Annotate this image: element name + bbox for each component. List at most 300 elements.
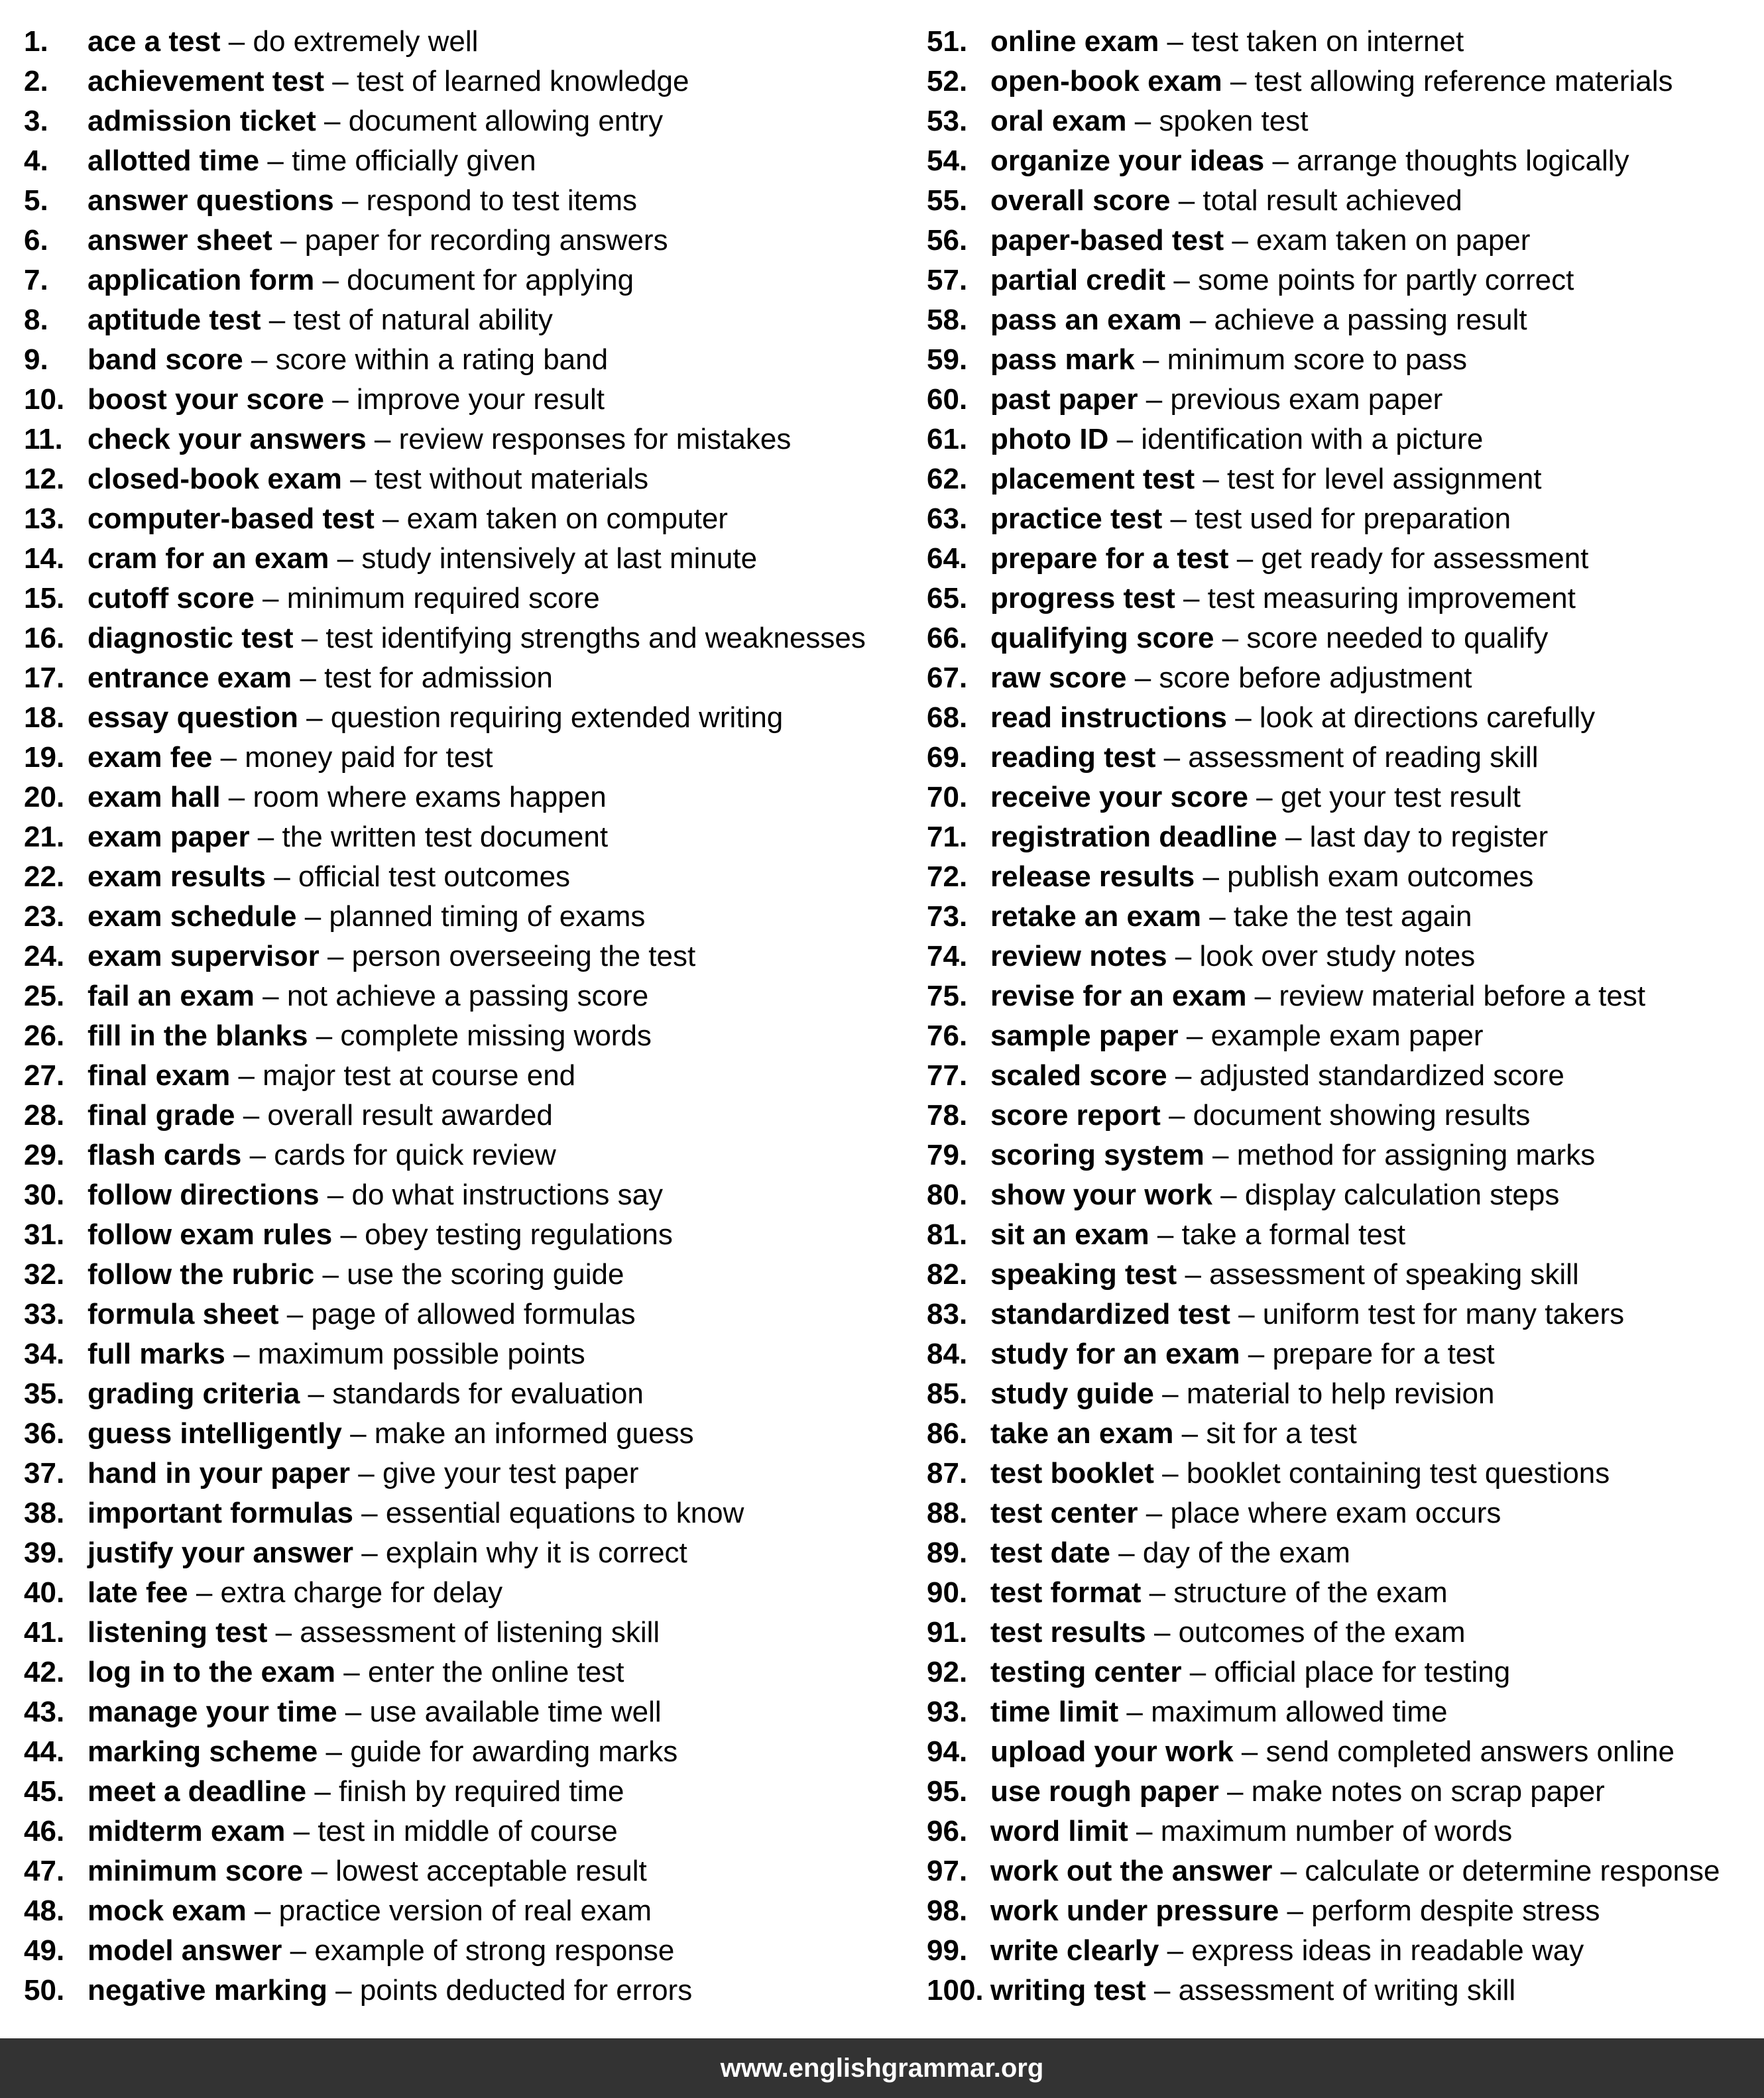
- item-term: hand in your paper: [88, 1457, 351, 1489]
- list-item: [24, 1255, 866, 1295]
- item-number: 2.: [24, 65, 48, 97]
- item-term: word limit: [990, 1815, 1128, 1847]
- list-item: [927, 459, 1720, 499]
- item-term: take an exam: [990, 1417, 1174, 1450]
- item-number: 51.: [927, 25, 968, 58]
- item-term: partial credit: [990, 264, 1166, 296]
- item-number: 41.: [24, 1616, 65, 1649]
- item-definition: – room where exams happen: [220, 781, 607, 813]
- vocabulary-list-left: [24, 22, 866, 2011]
- item-term: scaled score: [990, 1059, 1167, 1092]
- list-item: [24, 1812, 866, 1851]
- item-term: online exam: [990, 25, 1159, 58]
- list-item: [24, 1891, 866, 1931]
- list-item: [927, 1175, 1720, 1215]
- item-definition: – uniform test for many takers: [1230, 1298, 1625, 1330]
- list-item: [927, 1016, 1720, 1056]
- item-definition: – page of allowed formulas: [278, 1298, 636, 1330]
- item-term: exam paper: [88, 821, 250, 853]
- item-number: 47.: [24, 1855, 65, 1887]
- item-term: exam schedule: [88, 900, 297, 933]
- item-term: check your answers: [88, 423, 367, 455]
- item-number: 18.: [24, 701, 65, 734]
- item-term: review notes: [990, 940, 1167, 972]
- item-term: progress test: [990, 582, 1175, 614]
- item-number: 24.: [24, 940, 65, 972]
- item-term: upload your work: [990, 1735, 1234, 1768]
- list-item: [927, 1812, 1720, 1851]
- item-number: 52.: [927, 65, 968, 97]
- list-item: [927, 897, 1720, 937]
- item-number: 66.: [927, 622, 968, 654]
- item-term: work under pressure: [990, 1894, 1279, 1927]
- item-definition: – question requiring extended writing: [298, 701, 784, 734]
- item-term: boost your score: [88, 383, 324, 416]
- item-number: 36.: [24, 1417, 65, 1450]
- list-item: [927, 857, 1720, 897]
- item-term: marking scheme: [88, 1735, 318, 1768]
- item-number: 86.: [927, 1417, 968, 1450]
- item-definition: – time officially given: [259, 145, 536, 177]
- list-item: [927, 1493, 1720, 1533]
- item-definition: – maximum possible points: [225, 1338, 585, 1370]
- item-number: 29.: [24, 1139, 65, 1171]
- list-item: [927, 1891, 1720, 1931]
- item-number: 26.: [24, 1020, 65, 1052]
- item-definition: – previous exam paper: [1138, 383, 1443, 416]
- item-number: 59.: [927, 343, 968, 376]
- item-number: 69.: [927, 741, 968, 774]
- list-item: [24, 897, 866, 937]
- list-item: [927, 181, 1720, 221]
- item-definition: – do extremely well: [220, 25, 479, 58]
- list-item: [927, 1454, 1720, 1493]
- item-term: sample paper: [990, 1020, 1179, 1052]
- list-item: [24, 857, 866, 897]
- item-term: test format: [990, 1576, 1142, 1609]
- list-item: [927, 1136, 1720, 1175]
- item-number: 39.: [24, 1537, 65, 1569]
- item-definition: – respond to test items: [333, 184, 638, 217]
- list-item: [24, 1136, 866, 1175]
- item-definition: – review material before a test: [1246, 980, 1646, 1012]
- item-term: computer-based test: [88, 502, 375, 535]
- list-item: [927, 101, 1720, 141]
- item-number: 79.: [927, 1139, 968, 1171]
- item-definition: – booklet containing test questions: [1153, 1457, 1610, 1489]
- item-number: 90.: [927, 1576, 968, 1609]
- item-number: 88.: [927, 1497, 968, 1529]
- item-definition: – cards for quick review: [241, 1139, 556, 1171]
- list-item: [927, 420, 1720, 459]
- item-term: minimum score: [88, 1855, 304, 1887]
- list-item: [24, 1971, 866, 2011]
- item-number: 3.: [24, 105, 48, 137]
- item-number: 7.: [24, 264, 48, 296]
- list-item: [24, 1215, 866, 1255]
- item-definition: – identification with a picture: [1108, 423, 1484, 455]
- item-number: 28.: [24, 1099, 65, 1132]
- item-definition: – outcomes of the exam: [1146, 1616, 1466, 1649]
- item-term: retake an exam: [990, 900, 1201, 933]
- item-number: 43.: [24, 1696, 65, 1728]
- item-definition: – material to help revision: [1153, 1377, 1495, 1410]
- list-item: [24, 539, 866, 579]
- item-definition: – last day to register: [1277, 821, 1549, 853]
- item-term: speaking test: [990, 1258, 1177, 1291]
- item-definition: – document showing results: [1160, 1099, 1531, 1132]
- item-number: 83.: [927, 1298, 968, 1330]
- list-item: [927, 261, 1720, 300]
- item-definition: – prepare for a test: [1240, 1338, 1495, 1370]
- item-number: 93.: [927, 1696, 968, 1728]
- item-term: time limit: [990, 1696, 1119, 1728]
- item-term: negative marking: [88, 1974, 327, 2007]
- item-number: 5.: [24, 184, 48, 217]
- item-number: 63.: [927, 502, 968, 535]
- item-number: 95.: [927, 1775, 968, 1808]
- item-number: 68.: [927, 701, 968, 734]
- item-number: 1.: [24, 25, 48, 58]
- item-definition: – adjusted standardized score: [1167, 1059, 1564, 1092]
- list-item: [24, 300, 866, 340]
- list-item: [927, 937, 1720, 976]
- list-item: [24, 1334, 866, 1374]
- item-definition: – total result achieved: [1170, 184, 1462, 217]
- item-term: score report: [990, 1099, 1161, 1132]
- item-definition: – practice version of real exam: [246, 1894, 652, 1927]
- item-definition: – spoken test: [1126, 105, 1309, 137]
- item-number: 60.: [927, 383, 968, 416]
- item-term: formula sheet: [88, 1298, 279, 1330]
- item-term: sit an exam: [990, 1218, 1149, 1251]
- footer-url[interactable]: www.englishgrammar.org: [0, 2038, 1764, 2098]
- item-definition: – assessment of reading skill: [1155, 741, 1539, 774]
- list-item: [927, 1931, 1720, 1971]
- item-definition: – finish by required time: [306, 1775, 624, 1808]
- item-number: 33.: [24, 1298, 65, 1330]
- item-definition: – assessment of speaking skill: [1177, 1258, 1579, 1291]
- item-definition: – assessment of listening skill: [267, 1616, 660, 1649]
- item-number: 58.: [927, 304, 968, 336]
- item-definition: – look over study notes: [1167, 940, 1476, 972]
- item-definition: – do what instructions say: [319, 1179, 664, 1211]
- item-term: placement test: [990, 463, 1195, 495]
- item-number: 54.: [927, 145, 968, 177]
- list-item: [927, 1692, 1720, 1732]
- item-definition: – paper for recording answers: [272, 224, 668, 257]
- item-term: study guide: [990, 1377, 1154, 1410]
- item-term: exam supervisor: [88, 940, 320, 972]
- item-definition: – assessment of writing skill: [1146, 1974, 1516, 2007]
- item-term: testing center: [990, 1656, 1182, 1688]
- item-definition: – test measuring improvement: [1175, 582, 1576, 614]
- item-number: 71.: [927, 821, 968, 853]
- item-definition: – achieve a passing result: [1181, 304, 1527, 336]
- list-item: [927, 499, 1720, 539]
- item-number: 25.: [24, 980, 65, 1012]
- item-term: answer sheet: [88, 224, 272, 257]
- list-item: [927, 1255, 1720, 1295]
- item-definition: – score within a rating band: [243, 343, 609, 376]
- list-item: [927, 221, 1720, 261]
- item-number: 16.: [24, 622, 65, 654]
- item-definition: – arrange thoughts logically: [1264, 145, 1629, 177]
- list-item: [24, 1692, 866, 1732]
- item-term: full marks: [88, 1338, 225, 1370]
- item-definition: – exam taken on computer: [374, 502, 728, 535]
- item-number: 70.: [927, 781, 968, 813]
- item-definition: – publish exam outcomes: [1195, 860, 1534, 893]
- item-term: scoring system: [990, 1139, 1205, 1171]
- item-term: justify your answer: [88, 1537, 354, 1569]
- list-item: [927, 1851, 1720, 1891]
- item-number: 30.: [24, 1179, 65, 1211]
- item-number: 98.: [927, 1894, 968, 1927]
- item-term: answer questions: [88, 184, 334, 217]
- item-term: photo ID: [990, 423, 1109, 455]
- list-item: [927, 1573, 1720, 1613]
- item-number: 35.: [24, 1377, 65, 1410]
- item-definition: – example of strong response: [282, 1934, 675, 1967]
- item-definition: – give your test paper: [350, 1457, 639, 1489]
- list-item: [24, 499, 866, 539]
- item-number: 13.: [24, 502, 65, 535]
- list-item: [24, 1533, 866, 1573]
- item-term: model answer: [88, 1934, 282, 1967]
- list-item: [24, 62, 866, 101]
- item-number: 37.: [24, 1457, 65, 1489]
- item-number: 94.: [927, 1735, 968, 1768]
- item-definition: – explain why it is correct: [353, 1537, 687, 1569]
- item-term: exam hall: [88, 781, 221, 813]
- item-term: organize your ideas: [990, 145, 1265, 177]
- list-item: [927, 579, 1720, 618]
- item-term: study for an exam: [990, 1338, 1240, 1370]
- item-number: 77.: [927, 1059, 968, 1092]
- list-item: [24, 380, 866, 420]
- item-number: 78.: [927, 1099, 968, 1132]
- item-term: fill in the blanks: [88, 1020, 308, 1052]
- item-definition: – place where exam occurs: [1138, 1497, 1501, 1529]
- list-item: [24, 261, 866, 300]
- item-number: 32.: [24, 1258, 65, 1291]
- item-term: cram for an exam: [88, 542, 329, 575]
- item-definition: – score needed to qualify: [1214, 622, 1549, 654]
- list-item: [24, 738, 866, 778]
- item-term: test booklet: [990, 1457, 1154, 1489]
- list-item: [927, 658, 1720, 698]
- item-term: show your work: [990, 1179, 1212, 1211]
- item-term: overall score: [990, 184, 1171, 217]
- item-definition: – document for applying: [314, 264, 634, 296]
- list-item: [927, 1334, 1720, 1374]
- list-item: [24, 698, 866, 738]
- item-definition: – official test outcomes: [266, 860, 571, 893]
- list-item: [927, 539, 1720, 579]
- list-item: [927, 817, 1720, 857]
- item-term: manage your time: [88, 1696, 337, 1728]
- item-term: oral exam: [990, 105, 1127, 137]
- list-item: [927, 1374, 1720, 1414]
- item-definition: – look at directions carefully: [1226, 701, 1596, 734]
- item-number: 96.: [927, 1815, 968, 1847]
- item-term: test center: [990, 1497, 1138, 1529]
- item-definition: – test used for preparation: [1162, 502, 1511, 535]
- item-number: 57.: [927, 264, 968, 296]
- item-number: 84.: [927, 1338, 968, 1370]
- item-term: admission ticket: [88, 105, 316, 137]
- list-item: [24, 1056, 866, 1096]
- item-number: 65.: [927, 582, 968, 614]
- item-number: 45.: [24, 1775, 65, 1808]
- item-term: allotted time: [88, 145, 260, 177]
- list-item: [927, 698, 1720, 738]
- item-definition: – take a formal test: [1149, 1218, 1406, 1251]
- item-definition: – test in middle of course: [285, 1815, 618, 1847]
- list-item: [24, 141, 866, 181]
- item-term: read instructions: [990, 701, 1227, 734]
- item-definition: – enter the online test: [335, 1656, 624, 1688]
- item-definition: – day of the exam: [1110, 1537, 1350, 1569]
- list-item: [24, 1096, 866, 1136]
- item-definition: – complete missing words: [308, 1020, 652, 1052]
- item-number: 67.: [927, 662, 968, 694]
- item-term: band score: [88, 343, 243, 376]
- item-definition: – test without materials: [341, 463, 649, 495]
- vocabulary-list-right: [927, 22, 1720, 2011]
- item-definition: – essential equations to know: [353, 1497, 744, 1529]
- item-term: use rough paper: [990, 1775, 1219, 1808]
- item-number: 56.: [927, 224, 968, 257]
- item-definition: – get ready for assessment: [1228, 542, 1589, 575]
- item-term: release results: [990, 860, 1195, 893]
- item-number: 27.: [24, 1059, 65, 1092]
- item-term: standardized test: [990, 1298, 1230, 1330]
- item-definition: – not achieve a passing score: [254, 980, 649, 1012]
- item-definition: – sit for a test: [1173, 1417, 1357, 1450]
- item-number: 87.: [927, 1457, 968, 1489]
- item-definition: – official place for testing: [1181, 1656, 1511, 1688]
- list-item: [927, 1295, 1720, 1334]
- item-number: 22.: [24, 860, 65, 893]
- list-item: [24, 1016, 866, 1056]
- item-definition: – money paid for test: [212, 741, 493, 774]
- list-item: [24, 1374, 866, 1414]
- list-item: [927, 1533, 1720, 1573]
- item-definition: – maximum number of words: [1128, 1815, 1513, 1847]
- list-item: [24, 1454, 866, 1493]
- item-number: 17.: [24, 662, 65, 694]
- item-definition: – test for level assignment: [1195, 463, 1542, 495]
- list-item: [24, 420, 866, 459]
- list-item: [24, 1414, 866, 1454]
- list-item: [24, 1295, 866, 1334]
- item-number: 19.: [24, 741, 65, 774]
- item-number: 55.: [927, 184, 968, 217]
- item-term: application form: [88, 264, 315, 296]
- item-number: 49.: [24, 1934, 65, 1967]
- item-term: exam fee: [88, 741, 213, 774]
- list-item: [927, 141, 1720, 181]
- item-term: open-book exam: [990, 65, 1222, 97]
- item-definition: – score before adjustment: [1126, 662, 1472, 694]
- list-item: [24, 340, 866, 380]
- list-item: [24, 459, 866, 499]
- item-definition: – extra charge for delay: [188, 1576, 503, 1609]
- item-term: listening test: [88, 1616, 268, 1649]
- item-definition: – guide for awarding marks: [318, 1735, 678, 1768]
- item-number: 11.: [24, 423, 63, 455]
- item-term: practice test: [990, 502, 1163, 535]
- item-number: 82.: [927, 1258, 968, 1291]
- item-term: work out the answer: [990, 1855, 1273, 1887]
- list-item: [927, 1653, 1720, 1692]
- item-definition: – display calculation steps: [1212, 1179, 1560, 1211]
- list-item: [24, 1175, 866, 1215]
- list-item: [927, 62, 1720, 101]
- item-definition: – some points for partly correct: [1165, 264, 1574, 296]
- item-term: achievement test: [88, 65, 325, 97]
- item-term: prepare for a test: [990, 542, 1229, 575]
- item-number: 40.: [24, 1576, 65, 1609]
- item-term: ace a test: [88, 25, 221, 58]
- item-term: fail an exam: [88, 980, 255, 1012]
- item-definition: – calculate or determine response: [1272, 1855, 1720, 1887]
- item-term: closed-book exam: [88, 463, 342, 495]
- item-number: 73.: [927, 900, 968, 933]
- item-term: receive your score: [990, 781, 1248, 813]
- item-definition: – planned timing of exams: [296, 900, 646, 933]
- item-term: meet a deadline: [88, 1775, 307, 1808]
- item-definition: – document allowing entry: [316, 105, 664, 137]
- item-number: 4.: [24, 145, 48, 177]
- item-number: 64.: [927, 542, 968, 575]
- item-term: guess intelligently: [88, 1417, 342, 1450]
- item-number: 34.: [24, 1338, 65, 1370]
- item-term: revise for an exam: [990, 980, 1247, 1012]
- item-definition: – method for assigning marks: [1204, 1139, 1596, 1171]
- item-number: 72.: [927, 860, 968, 893]
- item-term: write clearly: [990, 1934, 1159, 1967]
- list-item: [24, 658, 866, 698]
- item-definition: – test for admission: [292, 662, 553, 694]
- item-definition: – person overseeing the test: [319, 940, 696, 972]
- list-item: [24, 101, 866, 141]
- item-definition: – make an informed guess: [341, 1417, 694, 1450]
- item-definition: – get your test result: [1248, 781, 1521, 813]
- item-term: test results: [990, 1616, 1146, 1649]
- item-definition: – standards for evaluation: [300, 1377, 644, 1410]
- list-item: [927, 1971, 1720, 2011]
- list-item: [927, 1215, 1720, 1255]
- item-number: 12.: [24, 463, 65, 495]
- item-term: pass an exam: [990, 304, 1182, 336]
- list-item: [24, 579, 866, 618]
- item-definition: – make notes on scrap paper: [1218, 1775, 1605, 1808]
- list-item: [24, 817, 866, 857]
- item-definition: – express ideas in readable way: [1159, 1934, 1584, 1967]
- list-item: [24, 1493, 866, 1533]
- item-number: 76.: [927, 1020, 968, 1052]
- item-term: final grade: [88, 1099, 235, 1132]
- item-definition: – test of natural ability: [261, 304, 553, 336]
- item-number: 14.: [24, 542, 65, 575]
- list-item: [24, 1573, 866, 1613]
- item-definition: – exam taken on paper: [1224, 224, 1531, 257]
- item-definition: – perform despite stress: [1279, 1894, 1600, 1927]
- item-term: log in to the exam: [88, 1656, 336, 1688]
